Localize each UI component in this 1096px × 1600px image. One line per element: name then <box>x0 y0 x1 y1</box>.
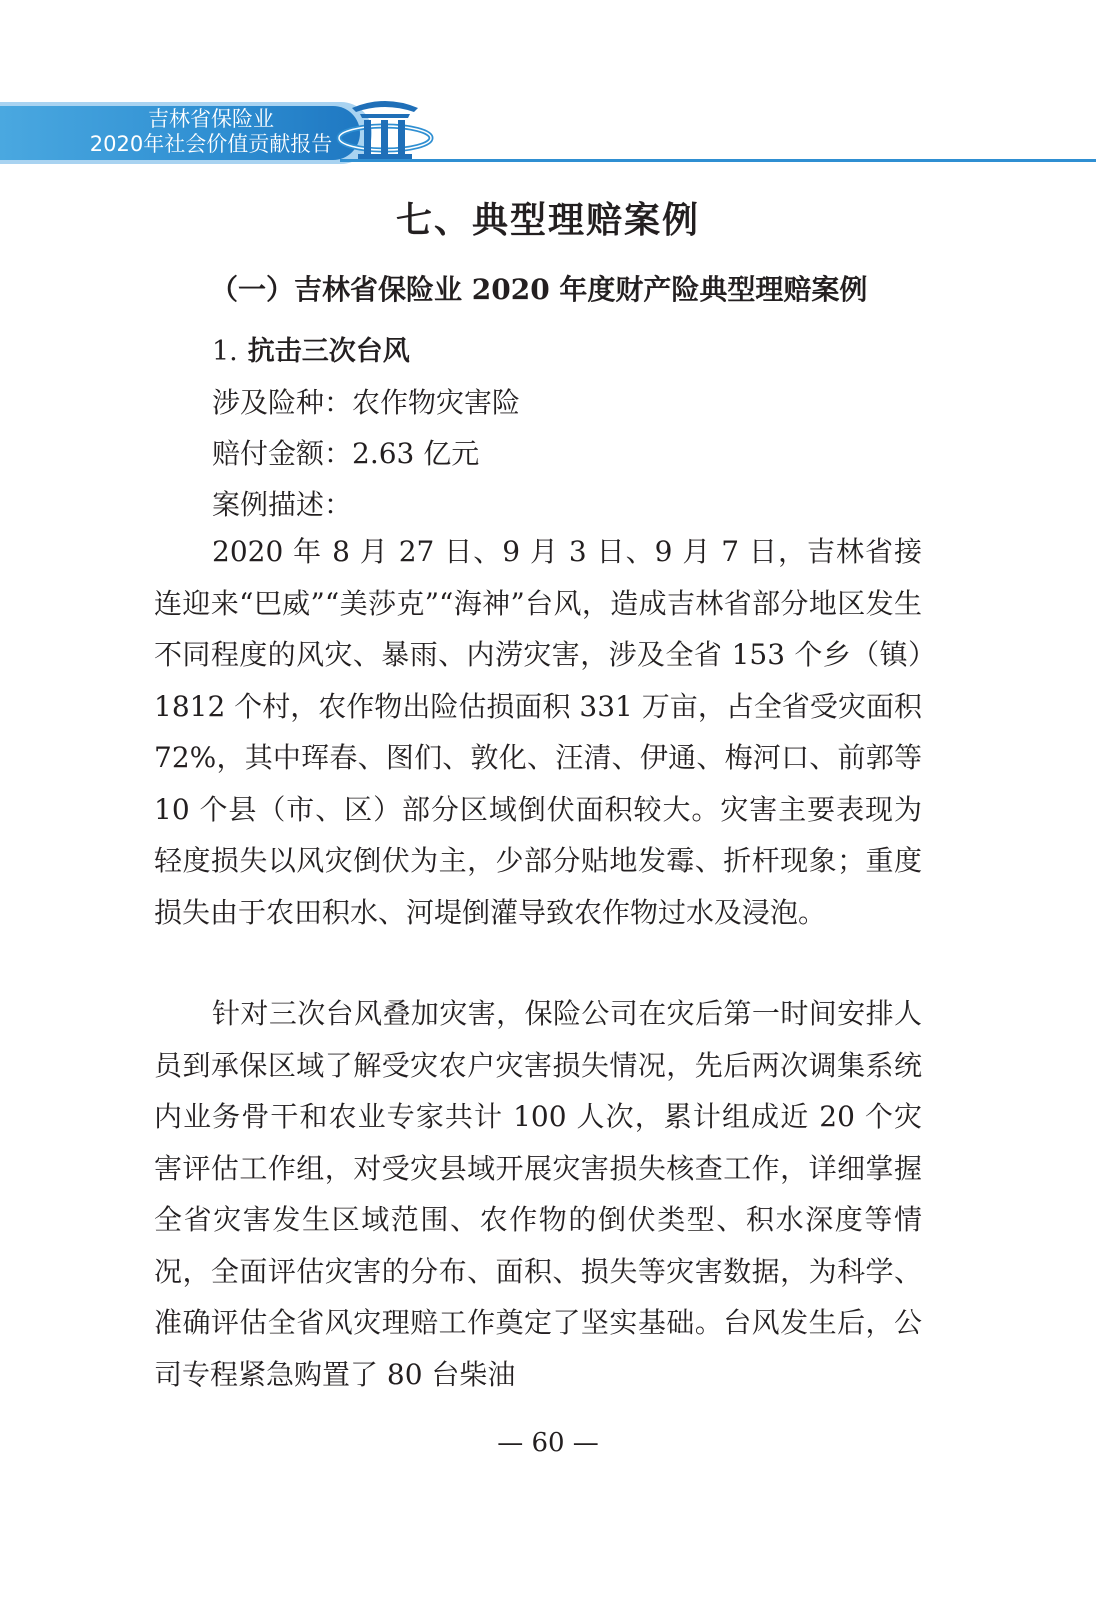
description-label: 案例描述： <box>212 488 353 521</box>
case-name: 抗击三次台风 <box>247 336 410 367</box>
building-emblem-icon <box>330 96 440 164</box>
header-title <box>76 107 346 157</box>
payout-amount: 赔付金额：2.63 亿元 <box>212 437 480 470</box>
header-rule <box>340 159 1096 162</box>
report-header <box>0 96 1096 174</box>
page-title: 七、典型理赔案例 <box>395 199 700 241</box>
case-number: 1. <box>212 336 238 367</box>
page-number: — 60 — <box>497 1428 599 1458</box>
section-title: （一）吉林省保险业 2020 年度财产险典型理赔案例 <box>210 273 868 306</box>
insurance-type: 涉及险种：农作物灾害险 <box>212 386 521 419</box>
case-paragraph-2: 针对三次台风叠加灾害，保险公司在灾后第一时间安排人员到承保区域了解受灾农户灾害损失情况，先后两次调集系统内业务骨干和农业专家共计 100 人次，累计组成近 20 个灾害评估工作组，对受灾县域开展灾害损失核查工作，详细掌握全省灾害发生区域范围、农作物的倒伏类型、积水深度等情况，全面评估灾害的分布、面积、损失等灾害数据，为科学、准确评估全省风灾理赔工作奠定了坚实基础。台风发生后，公司专程紧急购置了 80 台柴油 <box>154 997 922 1391</box>
case-paragraph-1: 2020 年 8 月 27 日、9 月 3 日、9 月 7 日，吉林省接连迎来“巴威”“美莎克”“海神”台风，造成吉林省部分地区发生不同程度的风灾、暴雨、内涝灾害，涉及全省 153 个乡（镇）1812 个村，农作物出险估损面积 331 万亩，占全省受灾面积 72%，其中珲春、图们、敦化、汪清、伊通、梅河口、前郭等 10 个县（市、区）部分区域倒伏面积较大。灾害主要表现为轻度损失以风灾倒伏为主，少部分贴地发霉、折杆现象；重度损失由于农田积水、河堤倒灌导致农作物过水及浸泡。 <box>154 535 922 929</box>
header-title-line1: 吉林省保险业 <box>148 107 274 131</box>
case-title <box>212 329 410 368</box>
header-title-line2: 2020年社会价值贡献报告 <box>89 132 333 156</box>
